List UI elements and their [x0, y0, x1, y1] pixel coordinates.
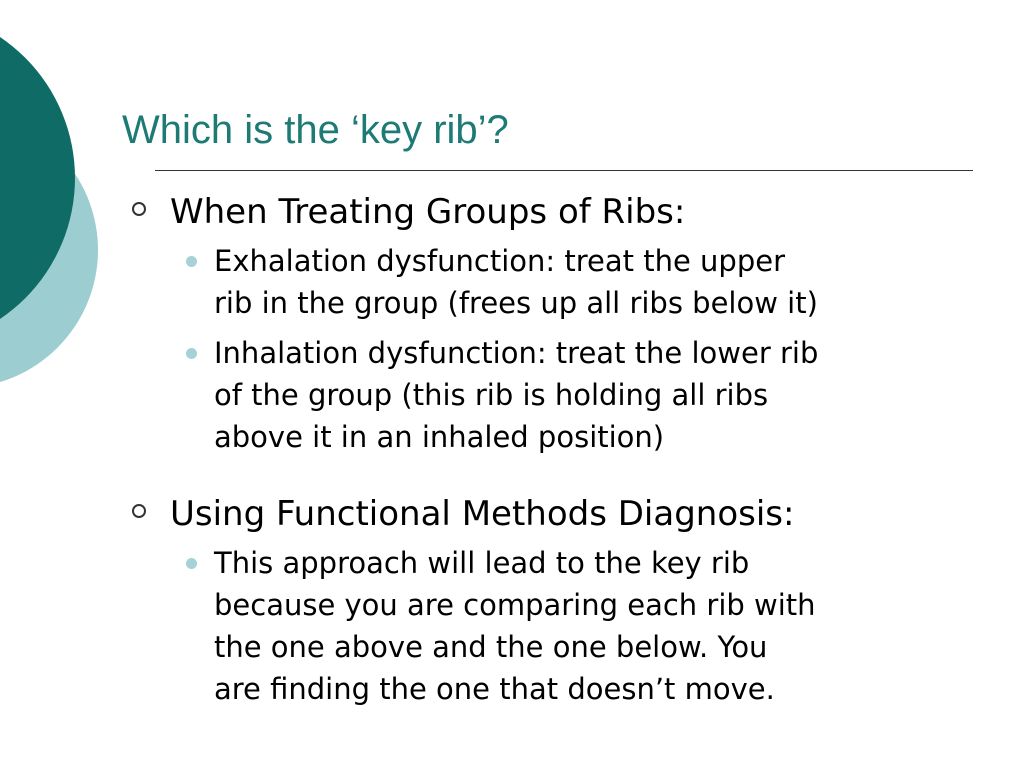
- bullet-line: This approach will lead to the key rib: [214, 546, 750, 580]
- bullet-line: Exhalation dysfunction: treat the upper: [214, 244, 785, 278]
- section-treating-groups-bullets: [130, 240, 990, 458]
- section-treating-groups: [130, 188, 990, 236]
- bullet-exhalation: [214, 240, 990, 324]
- bullet-approach: [214, 542, 990, 710]
- section-functional-methods-bullets: [130, 542, 990, 710]
- section-heading: Using Functional Methods Diagnosis:: [170, 494, 795, 534]
- bullet-line: Inhalation dysfunction: treat the lower rib: [214, 336, 819, 370]
- bullet-inhalation: [214, 332, 990, 458]
- filled-circle-icon: [186, 256, 197, 267]
- slide-title: Which is the ‘key rib’?: [122, 108, 509, 152]
- bullet-line: because you are comparing each rib with: [214, 588, 816, 622]
- bullet-line: above it in an inhaled position): [214, 420, 665, 454]
- title-divider: [155, 170, 973, 171]
- hollow-circle-icon: [132, 504, 146, 518]
- bullet-line: the one above and the one below. You: [214, 630, 768, 664]
- section-functional-methods: [130, 490, 990, 538]
- filled-circle-icon: [186, 558, 197, 569]
- filled-circle-icon: [186, 348, 197, 359]
- slide-content: [130, 188, 990, 718]
- section-heading: When Treating Groups of Ribs:: [170, 192, 686, 232]
- hollow-circle-icon: [132, 202, 146, 216]
- section-spacer: [130, 466, 990, 490]
- bullet-line: of the group (this rib is holding all ribs: [214, 378, 769, 412]
- bullet-line: are finding the one that doesn’t move.: [214, 672, 775, 706]
- bullet-line: rib in the group (frees up all ribs below it): [214, 286, 818, 320]
